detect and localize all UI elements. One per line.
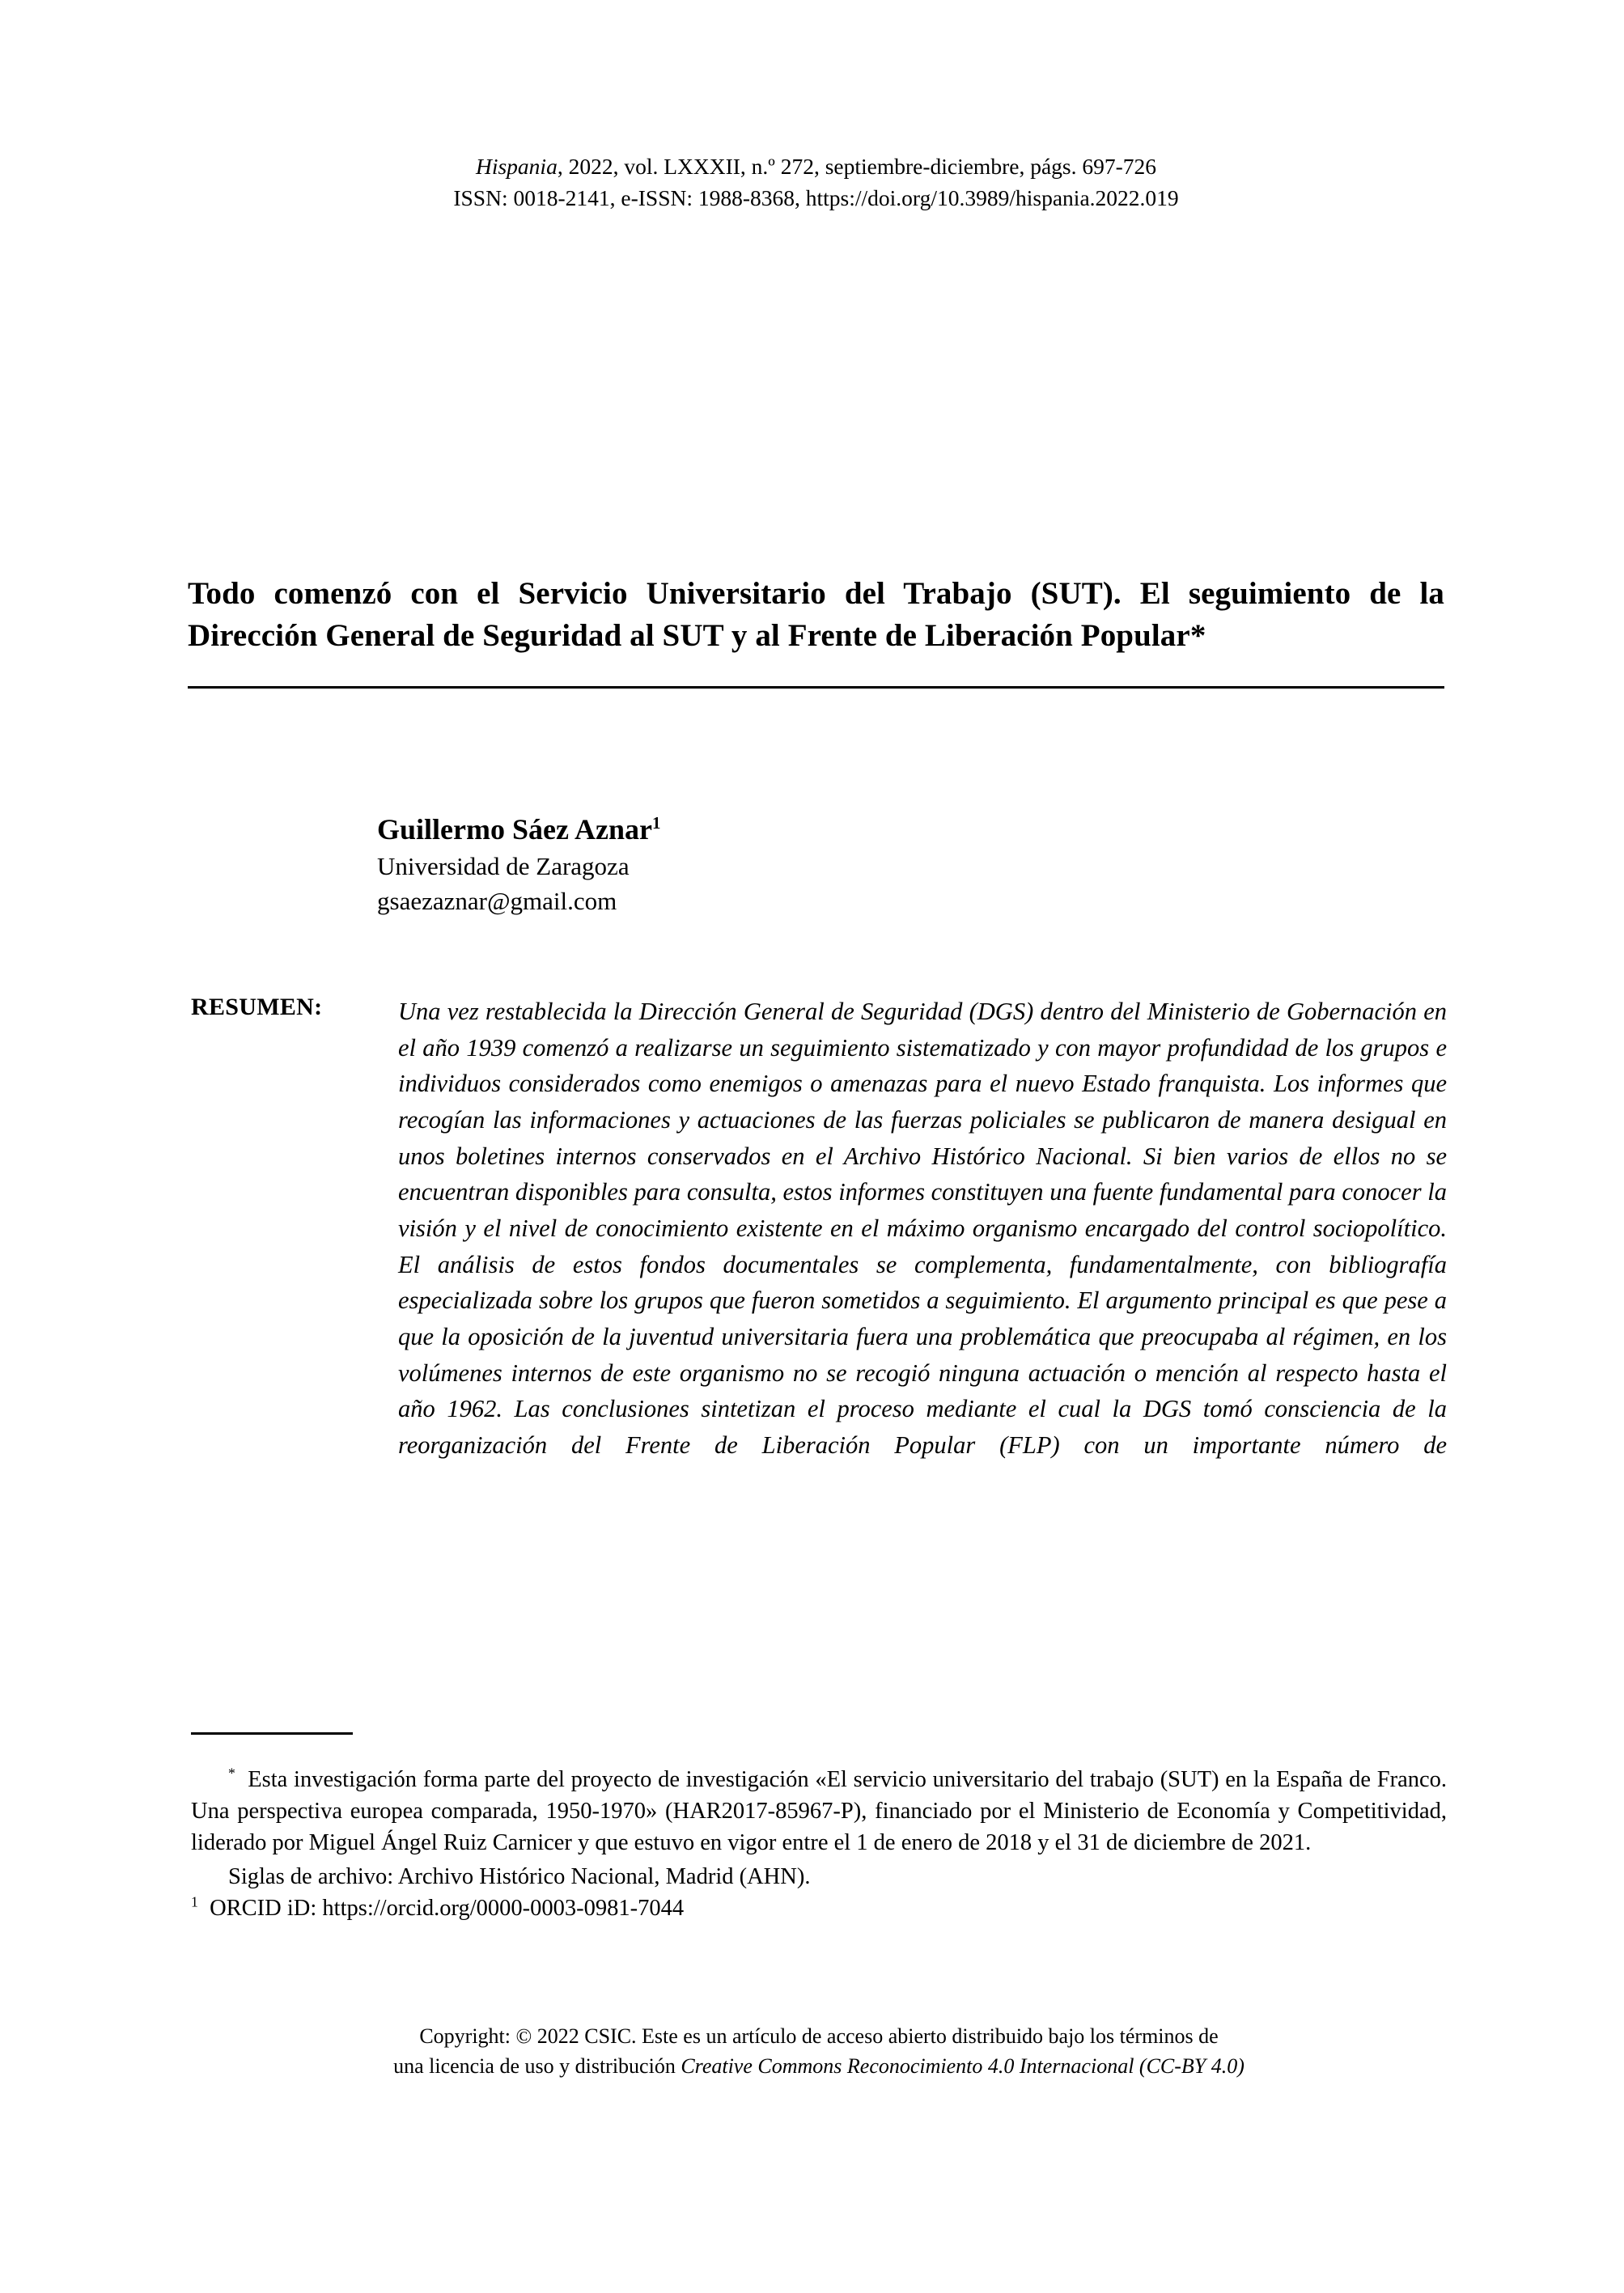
copyright-line-2 bbox=[191, 2051, 1447, 2081]
footnote-asterisk-marker: * bbox=[228, 1765, 235, 1782]
copyright-license-name: Creative Commons Reconocimiento 4.0 Internacional (CC-BY 4.0) bbox=[681, 2054, 1245, 2079]
abstract-label: RESUMEN: bbox=[191, 994, 323, 1020]
footnote-divider bbox=[191, 1732, 353, 1735]
author-name-text: Guillermo Sáez Aznar bbox=[377, 813, 652, 846]
footnote-archives: Siglas de archivo: Archivo Histórico Nacional, Madrid (AHN). bbox=[228, 1863, 811, 1889]
footnote-asterisk-text: Esta investigación forma parte del proyecto de investigación «El servicio universitario del trabajo (SUT) en la España de Franco. Una perspectiva europea comparada, 1950-1970» (HAR2017-85967-P), financiado por el Ministerio de Economía y Competitividad, liderado por Miguel Ángel Ruiz Carnicer y que estuvo en vigor entre el 1 de enero de 2018 y el 31 de diciembre de 2021. bbox=[191, 1767, 1447, 1856]
copyright-license-prefix: una licencia de uso y distribución bbox=[393, 2054, 681, 2079]
footnote-asterisk bbox=[191, 1764, 1447, 1859]
journal-name: Hispania bbox=[475, 154, 558, 179]
author-name bbox=[377, 811, 1267, 848]
abstract-section bbox=[191, 994, 1447, 1464]
journal-issue-info: , 2022, vol. LXXXII, n.º 272, septiembre-diciembre, págs. 697-726 bbox=[557, 154, 1157, 179]
author-email[interactable]: gsaezaznar@gmail.com bbox=[377, 887, 617, 916]
author-footnote-marker: 1 bbox=[651, 813, 661, 833]
footnote-orcid-marker: 1 bbox=[191, 1893, 198, 1910]
author-block bbox=[377, 811, 1267, 918]
title-divider bbox=[188, 686, 1444, 689]
footnote-orcid bbox=[191, 1892, 1447, 1924]
footnote-orcid-text[interactable]: ORCID iD: https://orcid.org/0000-0003-0981-7044 bbox=[210, 1895, 685, 1921]
page-title: Todo comenzó con el Servicio Universitario del Trabajo (SUT). El seguimiento de la Dirección General de Seguridad al SUT y al Frente de Liberación Popular* bbox=[188, 576, 1444, 654]
footnote-section bbox=[191, 1764, 1447, 1924]
journal-issn-doi-line: ISSN: 0018-2141, e-ISSN: 1988-8368, https://doi.org/10.3989/hispania.2022.019 bbox=[453, 185, 1179, 211]
journal-citation-line bbox=[188, 150, 1444, 182]
copyright-line-1: Copyright: © 2022 CSIC. Este es un artículo de acceso abierto distribuido bajo los términos de bbox=[419, 2024, 1219, 2048]
abstract-body: Una vez restablecida la Dirección General de Seguridad (DGS) dentro del Ministerio de Gobernación en el año 1939 comenzó a realizarse un seguimiento sistematizado y con mayor profundidad de los grupos e individuos considerados como enemigos o amenazas para el nuevo Estado franquista. Los informes que recogían las informaciones y actuaciones de las fuerzas policiales se publicaron de manera desigual en unos boletines internos conservados en el Archivo Histórico Nacional. Si bien varios de ellos no se encuentran disponibles para consulta, estos informes constituyen una fuente fundamental para conocer la visión y el nivel de conocimiento existente en el máximo organismo encargado del control sociopolítico. El análisis de estos fondos documentales se complementa, fundamentalmente, con bibliografía especializada sobre los grupos que fueron sometidos a seguimiento. El argumento principal es que pese a que la oposición de la juventud universitaria fuera una problemática que preocupaba al régimen, en los volúmenes internos de este organismo no se recogió ninguna actuación o mención al respecto hasta el año 1962. Las conclusiones sintetizan el proceso mediante el cual la DGS tomó consciencia de la reorganización del Frente de Liberación Popular (FLP) con un importante número de bbox=[398, 998, 1447, 1460]
journal-running-head bbox=[188, 150, 1444, 214]
author-affiliation: Universidad de Zaragoza bbox=[377, 852, 630, 881]
copyright-notice bbox=[191, 2021, 1447, 2082]
